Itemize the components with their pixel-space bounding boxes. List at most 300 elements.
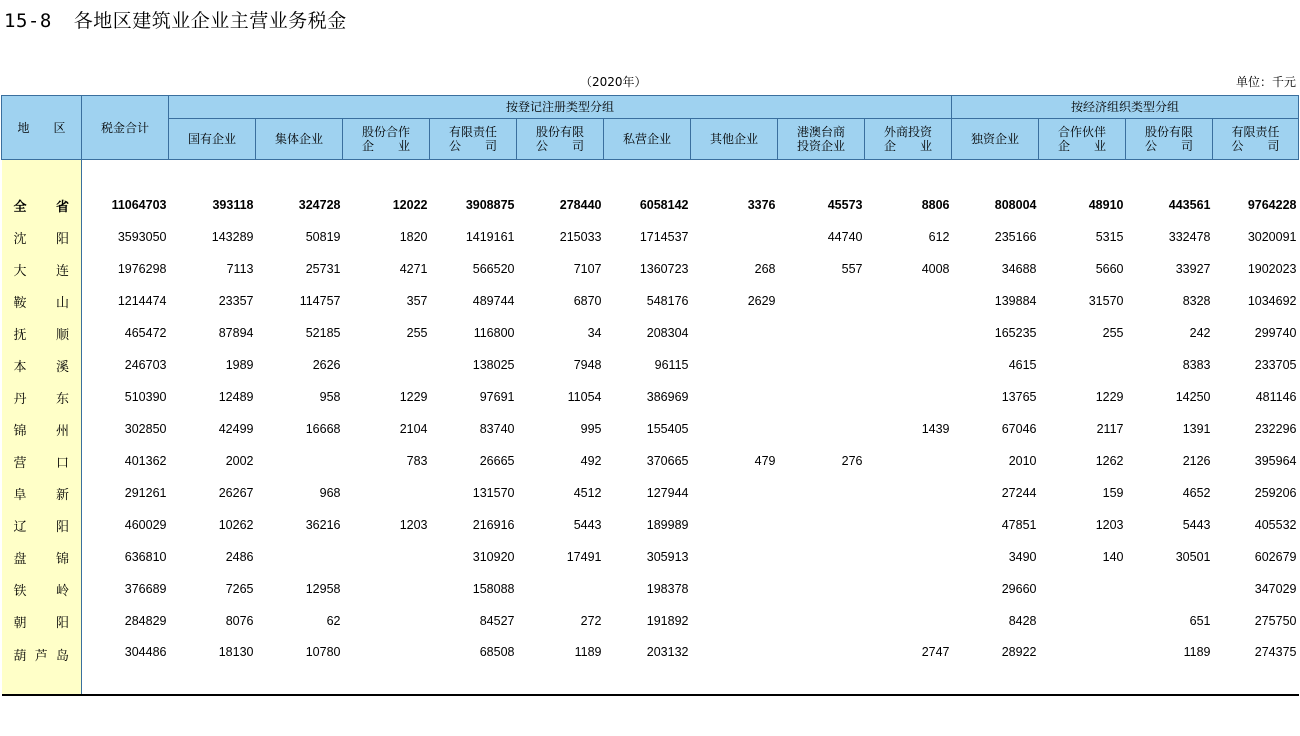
total-cell: 376689 [124, 582, 167, 596]
value-cell: 52185 [305, 326, 341, 340]
value-cell: 47851 [1001, 518, 1037, 532]
table-row [2, 573, 1299, 605]
value-cell [691, 605, 778, 637]
value-cell: 272 [580, 614, 602, 628]
value-cell: 1360723 [639, 262, 689, 276]
value-cell: 310920 [472, 550, 515, 564]
value-cell [691, 477, 778, 509]
total-cell: 1214474 [117, 294, 167, 308]
total-cell: 3593050 [117, 230, 167, 244]
value-cell: 2486 [225, 550, 254, 564]
value-cell: 203132 [604, 637, 691, 695]
spacer-cell [604, 160, 691, 190]
value-cell: 3020091 [1247, 230, 1297, 244]
value-cell [1039, 637, 1126, 695]
value-cell: 23357 [218, 294, 254, 308]
value-cell: 1262 [1095, 454, 1124, 468]
header-column [430, 119, 517, 160]
header-column [604, 119, 691, 160]
value-cell [691, 637, 778, 695]
value-cell: 67046 [1001, 422, 1037, 436]
value-cell [691, 349, 778, 381]
value-cell: 386969 [646, 390, 689, 404]
total-cell: 284829 [124, 614, 167, 628]
value-cell [256, 541, 343, 573]
value-cell [865, 381, 952, 413]
value-cell [778, 349, 865, 381]
region-cell: 大连 [2, 253, 82, 285]
value-cell [778, 605, 865, 637]
value-cell [865, 285, 952, 317]
value-cell [256, 445, 343, 477]
spacer-cell [2, 160, 82, 190]
value-cell [343, 637, 430, 695]
header-column [865, 119, 952, 160]
value-cell [343, 541, 430, 573]
value-cell [691, 317, 778, 349]
value-cell: 395964 [1254, 454, 1297, 468]
table-title: 各地区建筑业企业主营业务税金 [73, 10, 347, 32]
value-cell: 393118 [212, 198, 254, 212]
value-cell: 87894 [218, 326, 254, 340]
value-cell: 8328 [1182, 294, 1211, 308]
table-row [2, 317, 1299, 349]
value-cell: 7948 [573, 358, 602, 372]
region-cell: 盘锦 [2, 541, 82, 573]
region-cell: 辽阳 [2, 509, 82, 541]
spacer-cell [430, 160, 517, 190]
value-cell [343, 573, 430, 605]
value-cell [778, 381, 865, 413]
value-cell: 7113 [226, 262, 254, 276]
value-cell: 143289 [211, 230, 254, 244]
header-column [169, 119, 256, 160]
value-cell: 50819 [305, 230, 341, 244]
spacer-cell [778, 160, 865, 190]
value-cell: 2126 [1182, 454, 1211, 468]
value-cell [691, 413, 778, 445]
table-row [2, 285, 1299, 317]
value-cell: 139884 [994, 294, 1037, 308]
value-cell [1039, 573, 1126, 605]
value-cell: 18130 [169, 637, 256, 695]
value-cell: 208304 [646, 326, 689, 340]
table-row [2, 637, 1299, 695]
header-column-line2: 企 业 [883, 139, 932, 153]
value-cell [778, 509, 865, 541]
value-cell [691, 509, 778, 541]
value-cell: 7265 [225, 582, 254, 596]
value-cell: 370665 [646, 454, 689, 468]
value-cell: 6870 [573, 294, 602, 308]
total-cell: 11064703 [111, 198, 167, 212]
value-cell: 278440 [559, 198, 602, 212]
table-row [2, 253, 1299, 285]
value-cell: 602679 [1254, 550, 1297, 564]
value-cell: 10780 [256, 637, 343, 695]
value-cell: 8076 [225, 614, 254, 628]
value-cell [778, 541, 865, 573]
header-column [256, 119, 343, 160]
value-cell [778, 573, 865, 605]
total-cell: 1976298 [117, 262, 167, 276]
region-cell: 本溪 [2, 349, 82, 381]
value-cell [691, 573, 778, 605]
value-cell: 31570 [1088, 294, 1124, 308]
value-cell: 8383 [1182, 358, 1211, 372]
header-column [691, 119, 778, 160]
value-cell [865, 573, 952, 605]
value-cell: 5443 [1182, 518, 1211, 532]
value-cell: 3376 [747, 198, 776, 212]
value-cell [343, 477, 430, 509]
total-cell: 510390 [124, 390, 167, 404]
value-cell: 305913 [646, 550, 689, 564]
value-cell: 84527 [479, 614, 515, 628]
header-column-line2: 投资企业 [796, 139, 845, 153]
value-cell [778, 637, 865, 695]
value-cell: 159 [1102, 486, 1124, 500]
header-column-line1: 独资企业 [970, 132, 1019, 146]
region-cell: 营口 [2, 445, 82, 477]
header-column-line1: 合作伙伴 [1057, 125, 1106, 139]
value-cell: 26267 [218, 486, 254, 500]
value-cell: 127944 [646, 486, 689, 500]
header-column-line2: 公 司 [1144, 139, 1193, 153]
value-cell: 62 [326, 614, 341, 628]
header-column-line1: 股份合作 [361, 125, 410, 139]
value-cell: 28922 [952, 637, 1039, 695]
value-cell: 26665 [479, 454, 515, 468]
value-cell: 479 [754, 454, 776, 468]
spacer-row [2, 160, 1299, 190]
value-cell: 1034692 [1247, 294, 1297, 308]
value-cell [865, 477, 952, 509]
value-cell: 2629 [747, 294, 776, 308]
value-cell [691, 541, 778, 573]
value-cell: 492 [580, 454, 602, 468]
value-cell [778, 477, 865, 509]
value-cell: 27244 [1001, 486, 1037, 500]
value-cell: 29660 [1001, 582, 1037, 596]
value-cell: 216916 [472, 518, 515, 532]
value-cell: 489744 [472, 294, 515, 308]
value-cell: 995 [580, 422, 602, 436]
value-cell: 276 [841, 454, 863, 468]
spacer-cell [343, 160, 430, 190]
value-cell: 232296 [1254, 422, 1297, 436]
value-cell [865, 317, 952, 349]
total-cell: 465472 [124, 326, 167, 340]
region-cell: 丹东 [2, 381, 82, 413]
spacer-cell [1039, 160, 1126, 190]
total-cell: 304486 [82, 637, 169, 695]
year-note: （2020年） [580, 75, 647, 89]
value-cell: 2626 [312, 358, 341, 372]
table-row [2, 605, 1299, 637]
unit-note: 单位：千元 [1235, 75, 1296, 89]
header-group-economic: 按经济组织类型分组 [952, 96, 1299, 119]
total-cell: 401362 [124, 454, 167, 468]
table-row [2, 445, 1299, 477]
header-column-line2: 公 司 [1231, 139, 1280, 153]
value-cell: 1189 [1126, 637, 1213, 695]
value-cell: 12489 [218, 390, 254, 404]
value-cell: 155405 [646, 422, 689, 436]
value-cell: 2747 [865, 637, 952, 695]
value-cell: 4615 [1008, 358, 1037, 372]
value-cell: 25731 [305, 262, 341, 276]
header-column [343, 119, 430, 160]
total-cell: 246703 [124, 358, 167, 372]
header-column-line1: 有限责任 [1231, 125, 1280, 139]
value-cell: 958 [319, 390, 341, 404]
total-cell: 291261 [124, 486, 167, 500]
value-cell: 45573 [827, 198, 863, 212]
value-cell: 140 [1102, 550, 1124, 564]
value-cell: 651 [1189, 614, 1211, 628]
header-column-line1: 有限责任 [448, 125, 497, 139]
value-cell: 44740 [827, 230, 863, 244]
header-column-line1: 私营企业 [622, 132, 671, 146]
value-cell: 12022 [392, 198, 428, 212]
spacer-cell [952, 160, 1039, 190]
header-column-line2: 公 司 [448, 139, 497, 153]
header-column [952, 119, 1039, 160]
value-cell: 1902023 [1247, 262, 1297, 276]
value-cell: 1439 [921, 422, 950, 436]
header-column-line1: 集体企业 [274, 132, 323, 146]
value-cell: 13765 [1001, 390, 1037, 404]
value-cell: 324728 [298, 198, 341, 212]
region-cell: 铁岭 [2, 573, 82, 605]
header-total: 税金合计 [82, 96, 169, 160]
header-column [1213, 119, 1299, 160]
table-row [2, 221, 1299, 253]
value-cell: 1391 [1182, 422, 1211, 436]
value-cell: 34688 [1001, 262, 1037, 276]
header-column-line1: 外商投资 [883, 125, 932, 139]
value-cell: 215033 [559, 230, 602, 244]
table-row [2, 349, 1299, 381]
header-group-registration: 按登记注册类型分组 [169, 96, 952, 119]
value-cell: 12958 [305, 582, 341, 596]
value-cell [1039, 349, 1126, 381]
value-cell: 968 [319, 486, 341, 500]
value-cell: 1203 [1095, 518, 1124, 532]
value-cell: 557 [841, 262, 863, 276]
value-cell: 299740 [1254, 326, 1297, 340]
spacer-cell [865, 160, 952, 190]
value-cell: 116800 [473, 326, 515, 340]
value-cell: 2104 [399, 422, 428, 436]
value-cell: 14250 [1175, 390, 1211, 404]
value-cell: 131570 [472, 486, 515, 500]
header-column-line1: 国有企业 [187, 132, 236, 146]
value-cell: 268 [754, 262, 776, 276]
value-cell: 2117 [1096, 422, 1124, 436]
value-cell: 42499 [218, 422, 254, 436]
spacer-cell [169, 160, 256, 190]
value-cell: 191892 [646, 614, 689, 628]
value-cell: 357 [406, 294, 428, 308]
value-cell: 2002 [225, 454, 254, 468]
value-cell: 255 [406, 326, 428, 340]
value-cell [865, 349, 952, 381]
value-cell: 1714537 [639, 230, 689, 244]
tax-table [1, 95, 1299, 696]
table-header [2, 96, 1299, 160]
value-cell: 783 [406, 454, 428, 468]
value-cell: 48910 [1088, 198, 1124, 212]
value-cell [865, 445, 952, 477]
header-column-line1: 股份有限 [535, 125, 584, 139]
value-cell: 4512 [573, 486, 602, 500]
header-column [517, 119, 604, 160]
spacer-cell [256, 160, 343, 190]
value-cell: 808004 [994, 198, 1037, 212]
table-row [2, 541, 1299, 573]
value-cell: 4652 [1182, 486, 1211, 500]
region-cell: 抚顺 [2, 317, 82, 349]
value-cell: 347029 [1254, 582, 1297, 596]
table-row [2, 381, 1299, 413]
region-cell: 沈阳 [2, 221, 82, 253]
value-cell: 83740 [479, 422, 515, 436]
page-title [4, 6, 347, 33]
spacer-cell [82, 160, 169, 190]
value-cell: 9764228 [1247, 198, 1297, 212]
table-row [2, 189, 1299, 221]
value-cell: 8428 [1008, 614, 1037, 628]
value-cell: 4008 [921, 262, 950, 276]
region-cell: 全省 [2, 189, 82, 221]
value-cell [778, 285, 865, 317]
value-cell: 405532 [1254, 518, 1297, 532]
value-cell: 255 [1102, 326, 1124, 340]
value-cell: 1229 [1095, 390, 1124, 404]
value-cell: 548176 [646, 294, 689, 308]
value-cell: 97691 [479, 390, 515, 404]
value-cell: 34 [587, 326, 602, 340]
table-row [2, 509, 1299, 541]
value-cell [778, 413, 865, 445]
value-cell [691, 221, 778, 253]
region-cell: 朝阳 [2, 605, 82, 637]
value-cell [343, 605, 430, 637]
value-cell: 233705 [1254, 358, 1297, 372]
value-cell [865, 509, 952, 541]
value-cell: 33927 [1175, 262, 1211, 276]
spacer-cell [517, 160, 604, 190]
value-cell: 235166 [994, 230, 1037, 244]
table-code: 15-8 [4, 10, 52, 32]
value-cell [343, 349, 430, 381]
value-cell [691, 381, 778, 413]
region-cell: 阜新 [2, 477, 82, 509]
value-cell: 8806 [921, 198, 950, 212]
value-cell: 1989 [225, 358, 254, 372]
region-cell: 葫芦岛 [2, 637, 82, 695]
value-cell: 17491 [566, 550, 602, 564]
table-row [2, 477, 1299, 509]
value-cell: 68508 [430, 637, 517, 695]
value-cell: 7107 [573, 262, 602, 276]
table-row [2, 413, 1299, 445]
header-region: 地 区 [2, 96, 82, 160]
value-cell [517, 573, 604, 605]
value-cell [778, 317, 865, 349]
value-cell: 158088 [472, 582, 515, 596]
value-cell: 6058142 [639, 198, 689, 212]
header-column-line1: 其他企业 [709, 132, 758, 146]
value-cell: 138025 [472, 358, 515, 372]
header-column-line2: 企 业 [1057, 139, 1106, 153]
value-cell: 11054 [567, 390, 602, 404]
header-column-line1: 港澳台商 [796, 125, 845, 139]
value-cell: 1229 [399, 390, 428, 404]
value-cell: 189989 [646, 518, 689, 532]
value-cell [1039, 605, 1126, 637]
header-column [778, 119, 865, 160]
value-cell: 481146 [1255, 390, 1297, 404]
value-cell: 275750 [1254, 614, 1297, 628]
value-cell: 198378 [646, 582, 689, 596]
value-cell: 165235 [994, 326, 1037, 340]
value-cell: 242 [1189, 326, 1211, 340]
value-cell: 10262 [218, 518, 254, 532]
total-cell: 636810 [124, 550, 167, 564]
table-body [2, 160, 1299, 696]
value-cell: 274375 [1213, 637, 1299, 695]
value-cell: 443561 [1168, 198, 1211, 212]
total-cell: 460029 [124, 518, 167, 532]
value-cell: 96115 [654, 358, 689, 372]
value-cell: 5443 [573, 518, 602, 532]
header-column-line2: 公 司 [535, 139, 584, 153]
value-cell: 332478 [1168, 230, 1211, 244]
total-cell: 302850 [124, 422, 167, 436]
header-column [1039, 119, 1126, 160]
spacer-cell [691, 160, 778, 190]
region-cell: 锦州 [2, 413, 82, 445]
value-cell: 3490 [1008, 550, 1037, 564]
value-cell: 1203 [399, 518, 428, 532]
value-cell: 3908875 [465, 198, 515, 212]
value-cell: 1189 [517, 637, 604, 695]
header-column-line1: 股份有限 [1144, 125, 1193, 139]
value-cell: 2010 [1008, 454, 1037, 468]
value-cell: 36216 [305, 518, 341, 532]
value-cell [865, 541, 952, 573]
header-column [1126, 119, 1213, 160]
spacer-cell [1126, 160, 1213, 190]
value-cell [865, 605, 952, 637]
value-cell: 4271 [399, 262, 428, 276]
value-cell: 30501 [1175, 550, 1211, 564]
value-cell: 114757 [299, 294, 341, 308]
value-cell: 1419161 [465, 230, 515, 244]
value-cell: 259206 [1254, 486, 1297, 500]
value-cell [1126, 573, 1213, 605]
value-cell: 16668 [305, 422, 341, 436]
spacer-cell [1213, 160, 1299, 190]
value-cell: 612 [928, 230, 950, 244]
value-cell: 5315 [1095, 230, 1124, 244]
region-cell: 鞍山 [2, 285, 82, 317]
value-cell: 5660 [1095, 262, 1124, 276]
value-cell: 1820 [399, 230, 428, 244]
